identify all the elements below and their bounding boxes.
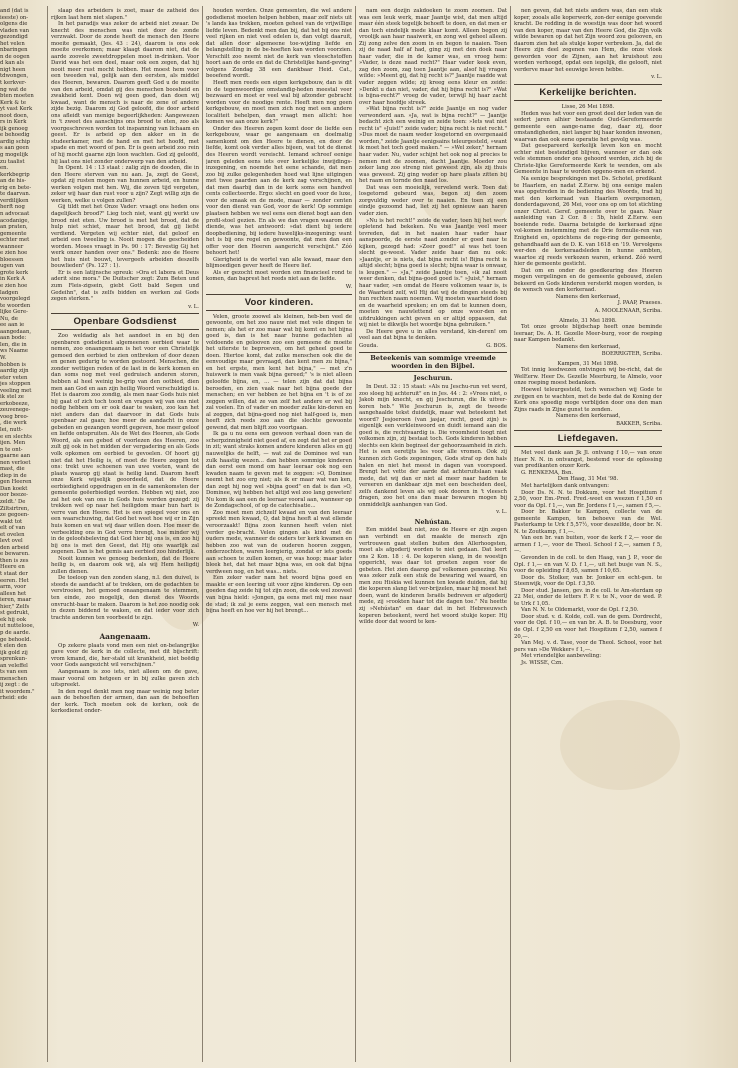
col4-paragraphs-kampen	[514, 367, 662, 413]
paragraph: Gij tildt met het Onze Vader: vraagt ons heden ons dagelijksch brood?" Lieg toch niet, want gij werkt uw brood niet eten. Uw brood is met het brood, dat de hulp niet schiet, maar het brood, dat gij liefst verdiend. Vergeten wij echter niet, dat geloof en arbeid een tweeling is. Nooit mogen die gescheiden worden. Moses vraagt in Ps. 90 : 17: Bevestig Gij het werk onzer handen over ons." Bedenk: zoo de Heere het huis niet bouwt, tevergeefs arbeiden deszelfs bouwlieden" (Ps. 127 : 1).	[51, 204, 199, 270]
text-fragment: sprenkun-	[0, 656, 28, 663]
paragraph: Na eenige besprekingen met Ds. Schotel, predikant te Haarlem, en nadat Z.Eerw. bij ons eenige malen was opgetreden in de bediening des Woords, trad hij met den kerkeraad van Haarlem overgenomen, donderdagavond, 26 Mei, voor ons op om tot stichting onzer Christ. Geref. gemeente over te gaan. Naar aanleiding van 2 Cor. 8 : 5b, hield Z.Eerw. een boeiende rede. Daarna betuigde de kerkeraad zijne vol-komen instemming met de Drie formulie-ren van Enigheid en, opzichtens de rege-ring der gemeente, gehandhaafd aan de D. K. van 1618 en '19. Vervolgens wer-den de kerkeraadsleden in hunne ambten, waartoe zij reeds verkozen waren, erkend. Zóó werd hier de gemeente gesticht.	[514, 176, 662, 268]
heading-jeschurun: Jeschurun.	[413, 374, 453, 383]
text-fragment: an praten,	[0, 224, 28, 231]
text-fragment: bloessen	[0, 256, 24, 263]
text-fragment: echter met	[0, 237, 30, 244]
text-fragment: ugen van	[0, 263, 25, 270]
text-fragment: gemeente	[0, 230, 27, 237]
col4-paragraphs	[514, 8, 662, 73]
paragraph: Hoewel teleurgesteld, toch wenschen wij Gode te zwijgen en te wachten, met de bede dat de Koning der Kerk ons spoedig moge verblijden door ons den man Zijns raads in Zijne gunst te zenden.	[514, 386, 662, 413]
text-fragment: den arbeid	[0, 544, 29, 551]
text-fragment: voorgelegd	[0, 296, 31, 303]
column-4	[514, 8, 662, 1060]
text-fragment: e zien hoe	[0, 250, 28, 257]
column-1	[51, 8, 199, 1060]
text-fragment: ieeste) on-	[0, 14, 29, 21]
col2-paragraphs	[206, 8, 352, 283]
text-fragment: e bewaren.	[0, 551, 30, 558]
column-rule	[202, 6, 203, 1062]
text-fragment: rheid: ede	[0, 695, 28, 702]
gift-entry: Met vriendelijke aanbeveling:	[521, 653, 602, 660]
signature: W.	[192, 622, 199, 629]
text-fragment: e en slechts	[0, 433, 32, 440]
text-fragment: ik stel ze	[0, 394, 24, 401]
text-fragment: ijk genoeg	[0, 125, 28, 132]
heading-voor-kinderen: Voor kinderen.	[206, 294, 352, 311]
col3-paragraphs-jeschurun	[359, 384, 507, 508]
text-fragment: yt vast Kerk	[0, 106, 33, 113]
signature: W.	[345, 283, 352, 290]
column-rule	[355, 6, 356, 1062]
text-fragment: gen Heeren	[0, 479, 32, 486]
text-fragment: nigt heen	[0, 66, 26, 73]
text-fragment: aangedaan,	[0, 328, 32, 335]
text-fragment: zeuvenege-	[0, 407, 31, 414]
text-fragment: Ziltsirtren,	[0, 505, 30, 512]
text-fragment: elt of van	[0, 525, 26, 532]
paragraph: Heden was het voor een groot deel der leden van de sedert jaren alhier bestaande Oud-Gereformeerde gemeente een aange-name dag, daar zij, door omstandigheden, niet langer bij haar konden inwonen, waarvan dan ook eene operatie het gevolg was.	[514, 110, 662, 143]
text-fragment: jes stoppen	[0, 381, 31, 388]
text-fragment: s aan geen	[0, 145, 29, 152]
paragraph: nen geven, dat het niets anders was, dan een stuk koper, zooals alle koperwerk, zon-der eenige goevende kracht. De redding in de woestijn was door het woord van den koper, maar van den Heere God, die Zijn volk wilde bewaren op dat het Zijn woord zou gelooven, en daarom zien het als stukje koper verbreken. Ja, dat de Heere zijn deel zegenen van Hem, die onze vloek geworden voor de Zijnen, aan het kruishout zou worden verhoogd, opdat een iegelijk, die gelooft, niet verderve maar het eeuwige leven hebbe.	[514, 8, 662, 73]
gift-entry: Door stud. v. d. Kolde, coll. van de gem. Dordrecht, voor de Opl. f 10,— en van br. A. B. te Doesburg, voor de Opl. f 2,50 en voor het Hospitium f 2,50, samen f 20,—.	[514, 613, 662, 640]
text-fragment: eeren. Het	[0, 577, 29, 584]
paragraph: Op zekere plaats vond men een niet on-belangrijke gave voor de kerk in de collecte, met dit bijschrift: vrom kmand, die, her-stald uit krankheid, niet beëdig voor Gods aangezicht wil verschijnen."	[51, 642, 199, 669]
paragraph: Er is een latijnsche spreuk: »Ora et labora et Deus aderit sine mora." De Duitscher zegt: Zum Beten und zum Fleis-zigsein, giebt Gott bald Segen und Gedeihn", dat is zelfs bidden en werken zal Gods zegen sterken."	[51, 269, 199, 303]
text-fragment: ge behoeld.	[0, 636, 32, 643]
dateline: Lisse, 26 Mei 1898.	[561, 104, 615, 111]
heading-nehustan: Nehústan.	[414, 517, 452, 526]
column-2	[206, 8, 352, 1060]
text-fragment: ze gegoen-	[0, 512, 30, 519]
paragraph: houden worden. Onze gemeenten, die wel andere godsdienst moeten helpen hebben, maar zelf niets uit 's lands kas trekken, moeten geheel van de vrijwillige liefde leven. Bedenkt men dan bij, dat het bij ons niet veel rijken en niet veel edelen is, dan volgt daaruit, dat allen door algemeene toe-wijding liefde en belangstelling in de be-hoeften kan worden voorzien. Verschilt zoo neemt niet de kerk van vleeschstoffen hoort aan de orde en dat de Christelijke hand-geving" volgens Zondag 38 een dankbaar Heid. Cat., beoefend wordt.	[206, 8, 352, 80]
paragraph: Zoo moet men zichzelf kwaad en van den leeraar spreekt men kwaad, O, dat bijna heeft al wat ellende veroorzaakt! Bijna zoon kunnen heeft velen niet verder ge-bracht. Velen gingen als kind met de ouders mede, wanneer de ouders ter kerk kwamen en hebben zoo wat van de ouderen hooren zeggen, onderzochten, waren leergierig, zondat er iets goeds aan schoen te zullen komen, er was hoop; maar later bleek het, dat het maar bijna was, en ook dat bijna verdween nog, en het was... niets.	[206, 509, 352, 575]
paragraph: Heeft men reeds een eigen kerkgebouw, dan is dit in de tegenwoordige omstandig-heden meestal veer bezwaard en moet er veel wal bij afzonder gebracht worden voor de noodige rente. Heeft men nog geen kerkgebouw, en moet men zich nog met een andere localiteit behelpen, dan vraagt men allicht: hoe komen we aan onze kerk?"	[206, 80, 352, 126]
col1-paragraphs	[51, 8, 199, 303]
dateline: Almelo, 31 Mei 1898.	[559, 317, 617, 324]
text-fragment: noot doen,	[0, 112, 29, 119]
paragraph: Met veel dank aan Jk Jl. ontvang f 10,— van onze Heer N. N. in ontvangst, bestemd voor de oplossing van predikanten onzer Kerk.	[514, 450, 662, 470]
heading-openbare-godsdienst: Openbare Godsdienst	[51, 313, 199, 330]
col3-paragraphs-nehustan	[359, 527, 507, 625]
paragraph: Velen, groote zoowel als kleinen, heb-ben veel de gewoonte, om het zoo nauw niet met vele dingen te nemen; als het er zoo maar wat bij komt en het bijna goed is, dan is het naar hunne gedachten al voldoende en gelooven zoo een gemeene de moeite het uiterste te beproeven, om het geheel goed te doen. Hiertoe komt, dat zulke menschen ook die de eenvoudige maar gevraagd, dan kent men zu bijna," en het ergste, men kent het bijna," — met z'n huiswerk is men vaak bijna gereed;" 's is niet alleen geloofde bijna, en, ... — telen zijn dat dat bijna beroeden, en zien vaak naar het bijna goede der menschen; en ver hebben ze het bijna en 't is of ze zeggen willen, dat ze van zelf het andere er wel bij zal voelen. En of vader en moeder zulke kin-deren en al zeggen, dat bijna-goed nog niet half-goed is, men heeft zich reeds zoo aan die slechte gewoonte gewend, dat men blijft zoo voortgaan.	[206, 313, 352, 431]
text-fragment: oor beeze-	[0, 492, 28, 499]
text-fragment: Heere en	[0, 564, 25, 571]
text-fragment: in Kerk A	[0, 276, 25, 283]
signature-name: BAKKER, Scriba.	[616, 420, 662, 427]
text-fragment: Dan koekt	[0, 485, 28, 492]
paragraph: slaap des arbeiders is zoet, maar de zatheid des rijken laat hem niet slapen."	[51, 8, 199, 21]
paragraph: Aangenaam is zoo iets, niet alleen om de gave, maar vooral om hetgeen er in bij zulke gaven zich uitspreekt.	[51, 668, 199, 689]
col4-paragraphs-liefdegaven	[514, 450, 662, 476]
signature-label: Namens den kerkeraad,	[555, 413, 621, 420]
text-fragment: en.	[0, 165, 9, 172]
text-fragment: it woordem."	[0, 688, 35, 695]
paragraph: Tot innig leedwezen ontvingen wij be-richt, dat de WelEerw. Heer Ds. Gezelle Meerburg, te Almelo, voor onze roeping moest bedanken.	[514, 367, 662, 387]
text-fragment: p de aarde.	[0, 629, 31, 636]
gift-entry: Door br. Bakker te Kampen, collecte van de gemeente Kampen, ten behoeve van de Wel. Pasterkamp te Urk f 5,57½, voor deszelfde, door br. N. N. te Zoutkamp, f 1,—.	[514, 509, 662, 535]
signature-name: J. PAAP, Praeses.	[617, 300, 662, 307]
text-fragment: Nu, de	[0, 315, 18, 322]
heading-aangenaam: Aangenaam.	[99, 631, 151, 641]
text-fragment: , die werk	[0, 420, 27, 427]
text-fragment: et ovelen	[0, 531, 25, 538]
text-fragment: and (dat is	[0, 8, 29, 14]
dateline: Den Haag, 31 Mei '98.	[557, 476, 619, 483]
gift-entry: Van een br. van buiten, voor de kerk f 2,— voor de armen f 1,—, voor de Theol. School f 2,—, samen f 5,—.	[514, 535, 662, 555]
paragraph: Onder des Heeren zegen komt door de liefde een kerkgebouw, waar ge aangenaam en doelmatig samenkomt om den Heere te dienen, en door de liefde, komt ook verder alles bijeen, wat tot de dienst des Heeren wordt vereischt. Iemand schreef eenige jaren geleden eens iets over kerkelijke inwijdings-inzegening, en noemde het eene schande, dat men zoo bij zulke gelegenheden hoed wat lijne uitgingen met twee paarden aan de kerk zag verschijnen, en dat men daarbij dan in de kerk soms een handvol cents collecteerde. Ergo: slecht en goed voor de luxe, voor de smaak en de mode, maar — zonder centen voor den dienst van God, voor de kerk! Op sommige plaatsen hebben we wel eens een dienst bogt aan den profil-stoel gezien. En als we dan vragen waarom dit diende, was het antwoord: »dat dient bij iedere doopbediening, bij iedere huwelijks-inzegening: want het is bij ons regel en gewoonte, dat men dan een offer voor den Heeren aangericht verschijnt." Zóó behoort het!	[206, 125, 352, 257]
paragraph: Dat om en onder de goedkeuring des Heeren mogen vergelingen en de gemeente gebouwd, zielen bekeerd en Gods kinderen versterkt mogen worden, is de wensch van den kerkeraad.	[514, 267, 662, 294]
text-fragment: acodanige,	[0, 217, 30, 224]
text-fragment: allesn het	[0, 590, 27, 597]
text-fragment: grote kerk	[0, 269, 29, 276]
text-fragment: ng wat de	[0, 86, 27, 93]
text-fragment: ardig schip	[0, 138, 31, 145]
text-fragment: zu taalist	[0, 158, 25, 165]
paragraph: In Opent. 14 : 13 staat : zalig zijn de dooden, die in den Heere sterven van nu aan. Ja, zegt de Geest, opdat zij rusten mogen van hunnen arbeid, en hunne werken volgen met hen. Wij, die zeven tijd vergeten, zeker wij haar dan rust voor u zijn? Zegt willig zijn de werken, welke u volgen zullen?	[51, 165, 199, 204]
signature: v. L.	[188, 303, 199, 310]
text-fragment: st gedrukt,	[0, 610, 30, 617]
text-fragment: n te ont-	[0, 446, 23, 453]
col2-paragraphs-kinderen	[206, 314, 352, 615]
heading-kerkelijke-berichten: Kerkelijke berichten.	[514, 84, 662, 101]
text-fragment: an veleffel	[0, 662, 28, 669]
paragraph: Ik ga u nu eens een gewoon verhaal doen van de scherpzinnigheid niet goed af, en zegt dat het er goed in zit; want straks komen andere kinderen alles en gij nauwelijks de helft, — wat zal de Dominee wel van zulk haastig wezen... dan hebben sommige kinderen dan eerst een mond om haar leeraar ook nog een kwaden naam te geven met te zeggen: »O, Dominee neemt het zoo erg niet; als ik er maar wat van ken, dan zegt hij nog wel »bijna goed" en dat is dan »O, Dominee, wij hebben het altijd wel zoo lang geweten! Nu kom ik aan een de leeraar vooral aan, wanneer op de Zondagschool, of op de catechisatie...	[206, 431, 352, 510]
gift-entry: Met hartelijken dank ontvangen:	[521, 483, 610, 489]
paragraph: »Wat bijna recht is?" zeide Jaantje en nog vader verwonderd aan. »Ja, wat is bijna recht?" — Jaantje bedacht zich een weinig en zeide toen: »Iets wat niet recht is" »Juist!" zeide vader; bijna recht is niet recht." »Dus moet de naam weder losgetornd en overgenaaid worden," zeide Jaantje eenigsains teleurgesteld, »want ik moet het toch goed maken." — »Wel zeker," hernam haar vader. Nu, vader schijnt het ook nog al precies te nemen met de zoomen, dacht Jaantje. Moeder zou zeker lang zoo streng niet geweest zijn, als zij thuis was geweest. Zij ging weder op hare plaats zitten bij het raam en tornde den naad los.	[359, 106, 507, 185]
gift-entry: Door ds. Stolker, van br. Jonker en echt-gen. te Steenwijk, voor de Opl. f 3,50.	[514, 574, 662, 588]
gift-entry: Door Ds. N. N. te Dokkum, voor het Hospitium f 2,50, voor Em.-Pred. Fred.-weet en weezen f 1,50 en voor da Opl. f 1,—, van Br. Jordens f 1,—, samen f 5,—.	[514, 489, 662, 509]
paragraph: Zoo weldadig als het aandoet in en bij den openbaren godsdienst algemeenen eerbied waar te nemen, zoo onaangenaam is het voor een Christelijk gemoed den eerbied te zien ontbreken of door dezen en genen gedurig te worden gestoord. Menschen, die zonder wettigen reden of de last in de kerk komen en dan soms nog met veel gedruisch anderen storen, hebben al heel weinig be-grip van den ootbied, dien men aan God en aan zijn heilig Woord verschuldigd is. Het is daarom zoo zondig, als men naar Gods huis niet bij gaat of zich toch toont en vragen wij van ons niet nodig hebben om er ook daar te waken, zoo kan het niet anders dan dat daarvoor in dat Gods huis openbaar zal gaan; hoe meer de aandacht in onze gebeden en gezangen wordt gegeven, hoe meer geloof en liefde ontspruiten. Als de Wet des Heeren, als Gods Woord, als een gebed of voorlezen des Heeren, zoo zult gij ook in het midden der vergadering en als Gods volk opkomen om eerbied te gevoelen. Of hoort gij niet dat het Heilig is, of moet de Heere zeggen tot ons: trekt uwe schoenen van uwe voeten, want de plaats waarop gij staat is heilig land. Daarom heeft onze Kerk wijselijk geoordeeld, dat de Heere eerbiedigheid opgedragen en in de samenkomsten der gemeente geëerbiedigd worden. Hebben wij niet, zoo zal het ook van ons in Gods huis worden gezegd: zij trekken wel op naar het heiligdom maar hun hart is verre van den Heere. Het is een spiegel voor ons en een waarschuwing, dat God het weet hoe wij er in Zijn huis komen en wat wij daar willen doen. Hoe meer de verbeelding ons in God verre brengt, hoe minder wij in de geloofsbeleving dat God hier bij ons is, en zoo hij bij ons is met den Geest, dat Hij ons waarlijk zal zegenen. Dan is het gemis aan eerbied zoo hinderlijk.	[51, 333, 199, 556]
paragraph: nam een dozijn zakdoeken te zoom zoomen. Dat was een leuk werk, maar Jaantje wist, dat men altijd maar één steek tegelijk behoeft te doen, en dat men er dan toch eindelijk mede klaar komt. Alleen begon zij vroolijk aan haar naaiwerk, en zong wel geheel alleen. Zij zong zelve den zoom in en begon te naaien. Toen zij de naad half af had, ging zij met den doek naar haar vader, die in de kamer was, en vroeg hem: »Vader, is deze naad recht?" Haar vader keek even, zag den zoom, zag toen Jaantje aan, alsof hij vragen wilde: »Meent gij, dat hij recht is?" Jaantje raadde wat vader zeggen wilde; zij kreeg eens kleur en zeide: »Denkt u dan niet, vader, dat hij bijna recht is?" »Wat is bijna-recht?" vroeg de vader, terwijl hij haar zacht over haar hoofdje streek.	[359, 8, 507, 106]
text-fragment: erkobeeze,	[0, 400, 30, 407]
col3-paragraphs	[359, 8, 507, 342]
text-fragment: n de oogen	[0, 53, 30, 60]
paragraph: Nooit kunnen we genoeg bedenken, dat de Heere heilig is, en daarom ook wij, als wij Hem heiligdij zullen dienen.	[51, 555, 199, 575]
text-fragment: ws Naame	[0, 348, 29, 355]
paragraph: Gierigheid is de wortel van alle kwaad, maar den blijmoedigen gever heeft de Heere lief.	[206, 256, 352, 270]
text-fragment: ladgen	[0, 289, 19, 296]
gift-entry: Van Mej. v. d. Tase, voor de Theol. School, voor het pers van »De Wekker« f 1,—.	[514, 640, 662, 653]
text-fragment: ut nuttelooe,	[0, 623, 35, 630]
text-fragment: lijke Gere-	[0, 309, 28, 316]
text-fragment: tdwongen,	[0, 73, 29, 80]
paragraph: Als er gezocht moet worden om financieel rond te komen, dan baprest het reeds niet aan de liefde.	[206, 269, 352, 283]
text-fragment: hobben is	[0, 361, 27, 368]
text-fragment: aan bode:	[0, 335, 27, 342]
signature-name: BOERRIGTER, Scriba.	[601, 351, 662, 358]
column-3	[359, 8, 507, 1060]
text-fragment: verdilijken	[0, 197, 29, 204]
text-fragment: t kerkver-	[0, 80, 27, 87]
text-fragment: kerkbegrip	[0, 171, 30, 178]
paragraph: Dat gesepareerd kerkelijk leven kon en mocht echter niet bestendigd blijven, wanneer er dan ook vele stemmen onder ons gehoord werden, zich bij de Christe-lijke Gereformeerde Kerk te wenden, om als Gemeente in haar te worden opgeno-men en erkend.	[514, 143, 662, 176]
signature: v. L.	[651, 74, 662, 81]
signature-place: Gouda.	[359, 342, 379, 349]
paragraph: In Deut. 32 : 15 staat: »Als nu Jeschu-run vet werd, zoo sloeg hij achteruit" en in Jes. 44 : 2: »Vrees niet, o Jakob mijn knecht, en gij Jeschurun, die Ik uitver-koren heb." Wie Jeschurun is, zegt de tweede aangehaalde tekst duidelijk, maar wat beteekent het woord? Jesjoeroen (van jasjar, recht, goed zijn) is eigenlijk een verkleinwoord en duidt iemand aan die goed is, die rechtvaardig is. Die vroomheid toogt niet volkomen zijn, zij bestaat toch. Gods kinderen hebben slechts een klein beginsel der gehoorzaamheid in zich. Het is een eeretijts les voor alle vromen. Ook zij kunnen zich Gods zegeningen, Gods straf op den hals halen en niet het meest in dagen van voorspoed. Brengt het vette der aarde dat achteruitslaan vaak mede, dat wij dan er niet al meer naar hadden te vereeren en dankbaar zijn met een bescheiden deel, zelfs dankend leven als wij ook dooren in 't vleesch dragen, zoo het ons dan maar bewaren mogen bij onmiddelijk aanhangen van God.	[359, 383, 507, 508]
signature-name: A. MOOLENAAR, Scriba.	[594, 307, 662, 314]
text-fragment: menschen	[0, 675, 28, 682]
text-fragment: vladen van	[0, 27, 30, 34]
paragraph: Tot onze groote blijdschap heeft onze beminde leeraar, Ds. A. H. Gezelle Meer-burg, voor de roeping naar Kampen bedankt.	[514, 324, 662, 344]
signature-row	[359, 343, 507, 350]
text-fragment: gezondigd	[0, 34, 28, 41]
text-fragment: rig en bete-	[0, 184, 32, 191]
text-fragment: arm, voor	[0, 584, 26, 591]
dateline: Kampen, 31 Mei 1898.	[557, 360, 619, 367]
paragraph: »Nu is het recht!" zeide de vader, toen hij het werk opletend had bekeken. Nu was Jaantje veel meer tevreden, dat in het naaien haar vader haar aanspoorde, de eerste naad zonder er goed naar te kijken, gezegd had: »Zeer goed!" al was het toen slecht ge-weest. Vader zeide haar dan nu ook: »Jaantje, er is niets, dat bijna recht is! Bijna recht is altijd slecht; bijna goed is slecht; bijna waar is onwaar, is leugen." — »Ja," zeide Jaantje toen, »ik zal nooit weer denken, dat bijna-goed goed is." »Juist," hernam haar vader, »en omdat de Heere volkomen waar is, is de Waarheid zelf, wil Hij dat wij de dingen steeds bij hun rechten naam noemen. Wij moeten waarheid doen en de waarheid spreken; en om dat te kunnen doen, moeten we nauwlettend op onze woor-den en uitdrukkingen acht geven en er altijd oppassen, dat wij niet te dikwijls het woordje bijna gebruiken."	[359, 217, 507, 329]
text-fragment: W.	[0, 354, 7, 361]
gift-entry: Gevonden in de coll. te den Haag, van J. P., voor de Opl. f 1,— en van V. D. f 1,—, uit het busje van N. S., voor de opleiding f 8,65, samen f 10,65.	[514, 555, 662, 575]
text-fragment: olgens die	[0, 21, 28, 28]
text-fragment: te woorden	[0, 302, 31, 309]
gift-entry: Van N. N. te Oldemarkt, voor de Opl. f 2,50.	[521, 607, 639, 614]
text-fragment: veeling met	[0, 387, 32, 394]
paragraph: Dat was een moeielijk, vervelend werk. Toen dat losgetornd gebeurd was, begon zij den zoom zorgvuldig weder over te naaien. En toen zij een eindje gezoomd had, liet zij het opnieuw aan haren vader zien.	[359, 184, 507, 217]
text-fragment: t staat der	[0, 571, 28, 578]
text-fragment: herft nog	[0, 204, 25, 211]
text-fragment: g mogelijk	[0, 152, 29, 159]
paragraph: Een middel baat niet, zoo de Heere er zijn zegen aan verbindt en dat maakte de mensch zijn vertrouwen gaat stellen buiten den Allerhoogsten, moet als afgoderij worden te niet gedaan. Dat leert ons 2 Kon. 18 : 4. De koperen slang, in de woestijn opgericht, was daar tot groeten zegen voor de gebeten. Het zien daarop gaf volkomen genezing. Nu was zeker zulk een stuk de bewaring wel waard, en men zou Hiskia wel kunnen ten kwade duiden, dat hij die koperen slang liet ver-brijzelen, maar hij moest het doen, want de kinderen Israëls bedreven er afgoderij mede, zij »rookten haar tot die dagen toe." Nu heette zij »Nehústan" en daar dat in het Hebreeuwsch koperen beteekent, werd het woord stukje koper. Hij wilde door dat woord te ken-	[359, 527, 507, 626]
text-fragment: rs in Kerk	[0, 119, 27, 126]
paragraph: G. RENKEMA, Bsn.	[521, 469, 574, 476]
text-fragment: bten moeten	[0, 93, 34, 100]
text-fragment: wakt tot	[0, 518, 23, 525]
paragraph: In het paradijs was zeker de arbeid niet zwaar. De knecht des menschen was niet door de zonde verzwakt. Door de zonde heeft de mensch den Heere moeite gemaakt, (Jes. 43 : 24), daarom is ons ook moeite overkomen; maar klaagt daarom niet, dat de aarde zoovele zweetdroppelen moet in-drinken. Voor David was het een deel, maar ook een zegen, dat hij nooit meer rust mocht hebben. Het moest hem voor een tweeden val, gelijk aan den eersten, als middel des Heeren, bewaren. Daarom geeft God u de moeite van den arbeid, omdat gij des menschen boosheid en zwakheid kent. Doen wij geen goed, dan doen wij kwaad, want de mensch is naar de zene of andere zijde bezig. Daarom zij God geloofd, die door arbeid ons afleidt van menige begeerlijkheden: Aangewezen in 't zweet des aanschijns ons brood te eten, zoo als voorgeschreven worden tot inspanning van lichaam en geest. Er is arbeid op den akker en in de studeerkamer, met de hand en met het hoofd, met spade en met woord of pen. Er is geen arbeid zoo rein of hij mocht gaarne zijn loon wachten. God zij geloofd, hij laat ons niet zonder onderwerp van den arbeid.	[51, 21, 199, 165]
text-fragment: zeldt.' De	[0, 499, 26, 506]
gift-entry: Js. WISSE, Czn.	[521, 659, 564, 666]
signature-name: G. BOS.	[486, 342, 507, 349]
signature-label: Namens den kerkeraad,	[555, 343, 621, 350]
heading-beteekenis: Beteekenis van sommige vreemde woorden in den Bijbel.	[359, 352, 507, 372]
text-fragment: gaarne aan	[0, 453, 31, 460]
column-rule	[47, 6, 48, 1062]
text-fragment: voeg breo-	[0, 413, 29, 420]
signature-label: Namens den kerkeraad,	[555, 293, 621, 300]
text-fragment: ij zegt : de	[0, 682, 29, 689]
text-fragment: hier," Zelfs	[0, 603, 30, 610]
col4-paragraphs-almelo	[514, 324, 662, 344]
col4-paragraphs-lisse	[514, 111, 662, 294]
paragraph: Een zeker vader nam het woord bijna goed en maakte er een leering uit voor zijne kinderen. Op een goeden dag zeide hij tot zijn zoon, die ook wel zooveel van bijna hield: »Jongen, ga eens met mij mee naar de stad; ik zal je eens zeggen, wat een mensch met bijna heeft en hoe ver hij het brengt...	[206, 575, 352, 615]
text-fragment: levt ovel	[0, 538, 23, 545]
text-fragment: len, die in	[0, 341, 27, 348]
column-partial-left	[0, 8, 44, 1060]
text-fragment: Kerk & te	[0, 99, 27, 106]
text-fragment: het velen	[0, 40, 25, 47]
paragraph: De Heere geve u in alles verstand, kin-deren! om veel aan dat bijna te denken.	[359, 328, 507, 342]
text-fragment: e zien hoe	[0, 282, 28, 289]
text-fragment: diep in de	[0, 472, 27, 479]
text-fragment: ijk gold zij	[0, 649, 28, 656]
heading-liefdegaven: Liefdegaven.	[514, 430, 662, 447]
text-fragment: e behoedig	[0, 132, 30, 139]
paragraph: In den regel denkt men nog maar weinig nog beter aan de behoeften der armen, dan aan de behoeften der kerk. Toch moeten ook de kerken, ook de kerkedienst onder-	[51, 688, 199, 715]
col1-paragraphs-openbare	[51, 333, 199, 621]
text-fragment: d kan als	[0, 60, 25, 67]
text-fragment: ee aan ie	[0, 322, 25, 329]
column-rule	[510, 6, 511, 1062]
text-fragment: lei, nutt-	[0, 427, 23, 433]
text-fragment: t elen den	[0, 643, 27, 650]
text-fragment: ts van een	[0, 669, 28, 676]
text-fragment: eter veten	[0, 374, 28, 381]
gift-entry: Door stud. Jansen, gev. in de coll. te Am-sterdam op 22 Mei, onder de letters F. P. v. te N., voor de wed. P. te Urk f 1,05.	[514, 587, 662, 607]
text-fragment: n advocaat	[0, 210, 30, 217]
text-fragment: nen verloet	[0, 459, 31, 466]
text-fragment: an de his-	[0, 178, 27, 185]
text-fragment: te daarvan.	[0, 191, 31, 198]
text-fragment: then is zes	[0, 557, 29, 564]
col4-gift-list	[514, 483, 662, 666]
text-fragment: aardig zijn	[0, 368, 29, 375]
text-fragment: wanneer	[0, 243, 24, 250]
text-fragment: ijen. Men	[0, 440, 26, 447]
text-fragment: mast, die	[0, 466, 25, 473]
text-fragment: ek hij ook	[0, 616, 27, 623]
text-fragment: ieren, maar	[0, 597, 32, 604]
text-fragment: nbaringen	[0, 47, 28, 54]
col1-paragraphs-aangenaam	[51, 643, 199, 715]
signature: v. L.	[496, 509, 507, 516]
paragraph: De toeloop van den zonden slang, n.l. den duivel, is steeds de aandacht af te trekken, om de gedachten te verstrooien, het gemoed onaangenaam te stemmen, ten einde, zoo mogelijk, den dienst des Woords onvrucht-baar te maken. Daarom is het zoo noodig ook in dezen biddend te waken, en dat ieder voor zich trachte anderen ten voorbeeld te zijn.	[51, 575, 199, 621]
